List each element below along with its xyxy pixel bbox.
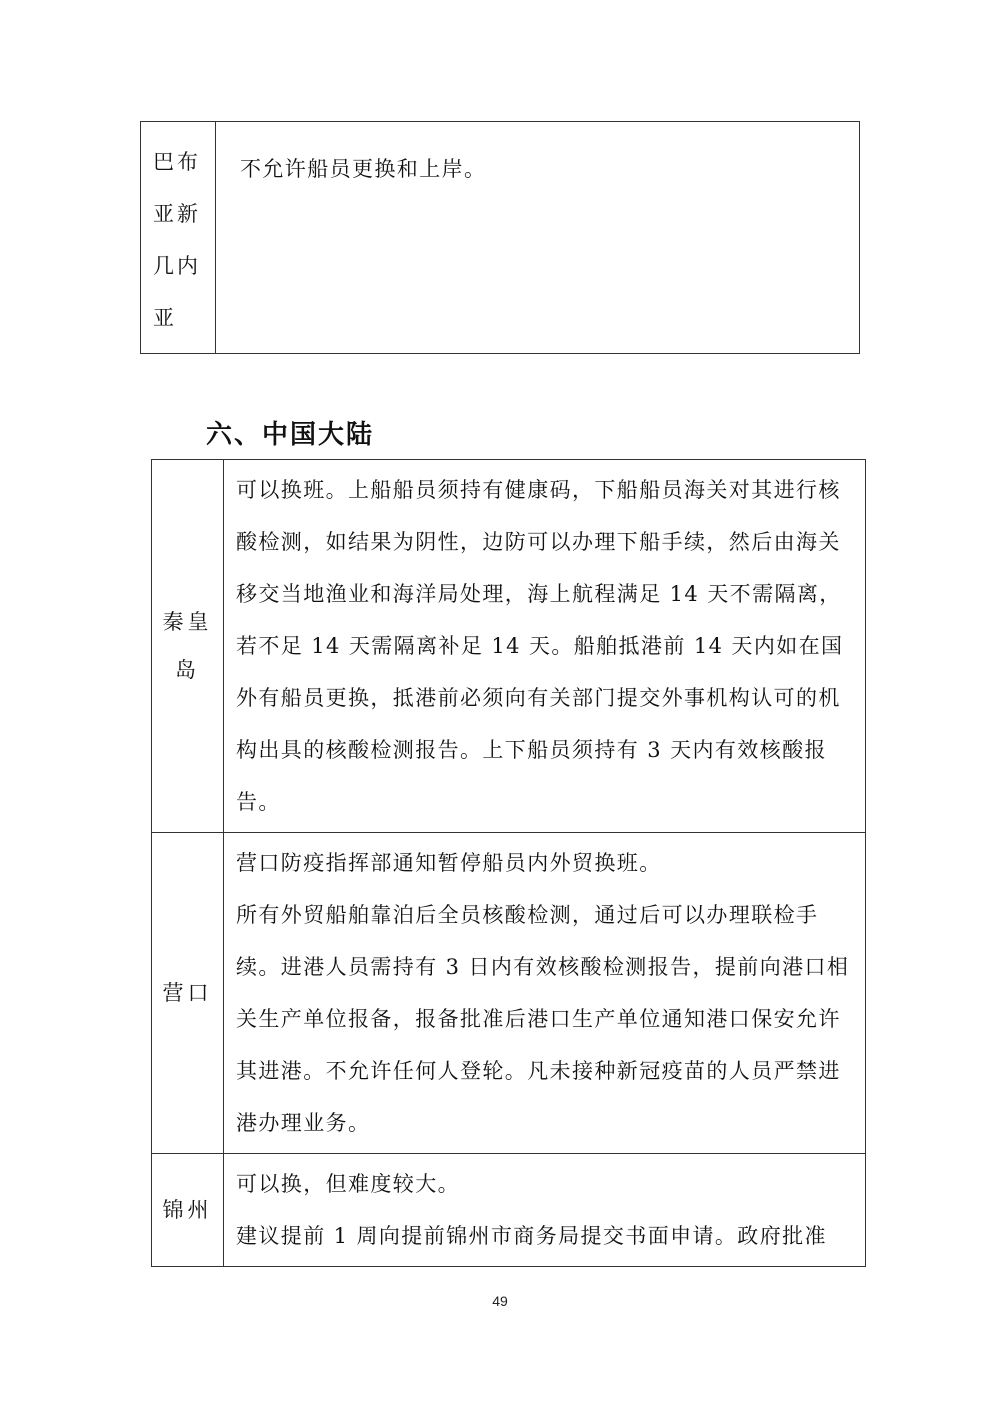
place-cell <box>152 1154 224 1267</box>
section-heading: 六、中国大陆 <box>206 420 375 450</box>
place-name-line: 亚新 <box>153 202 201 226</box>
place-name-line: 营口 <box>162 981 213 1005</box>
content-cell <box>224 460 866 833</box>
content-paragraph: 不允许船员更换和上岸。 <box>240 157 487 181</box>
place-name-line: 秦皇 <box>162 610 213 634</box>
content-paragraph: 可以换班。上船船员须持有健康码，下船船员海关对其进行核酸检测，如结果为阴性，边防可以办理下船手续，然后由海关移交当地渔业和海洋局处理，海上航程满足 14 天不需隔离，若不足 14 天需隔离补足 14 天。船舶抵港前 14 天内如在国外有船员更换，抵港前必须向有关部门提交外事机构认可的机构出具的核酸检测报告。上下船员须持有 3 天内有效核酸报告。 <box>236 478 844 814</box>
table-row <box>152 1154 866 1267</box>
content-paragraph: 所有外贸船舶靠泊后全员核酸检测，通过后可以办理联检手续。进港人员需持有 3 日内有效核酸检测报告，提前向港口相关生产单位报备，报备批准后港口生产单位通知港口保安允许其进港。不允许任何人登轮。凡未接种新冠疫苗的人员严禁进港办理业务。 <box>236 903 850 1135</box>
content-cell <box>224 833 866 1154</box>
place-name-line: 巴布 <box>153 150 201 174</box>
china-ports-table <box>151 459 866 1267</box>
place-name-line: 几内 <box>153 254 201 278</box>
content-cell <box>224 1154 866 1267</box>
place-cell <box>141 122 216 354</box>
place-name-line: 锦州 <box>162 1198 213 1222</box>
table-row <box>152 460 866 833</box>
place-cell <box>152 833 224 1154</box>
place-cell <box>152 460 224 833</box>
table-row <box>152 833 866 1154</box>
place-name-line: 岛 <box>175 658 200 682</box>
content-cell <box>216 122 860 354</box>
content-paragraph: 可以换，但难度较大。 <box>236 1172 460 1196</box>
content-paragraph: 营口防疫指挥部通知暂停船员内外贸换班。 <box>236 851 662 875</box>
png-table <box>140 121 860 354</box>
table-row <box>141 122 860 354</box>
page-number: 49 <box>492 1293 508 1309</box>
place-name-line: 亚 <box>153 306 177 330</box>
content-paragraph: 建议提前 1 周向提前锦州市商务局提交书面申请。政府批准 <box>236 1224 827 1248</box>
